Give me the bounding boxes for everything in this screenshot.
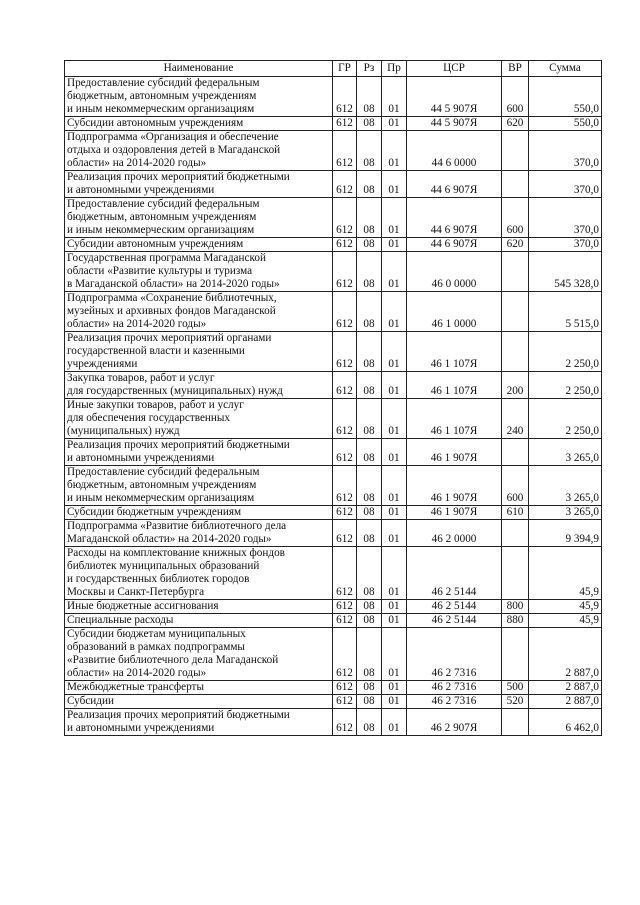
header-csr: ЦСР (407, 61, 502, 77)
table-row (65, 198, 602, 238)
table-row (65, 547, 602, 600)
cell-vr (502, 628, 529, 681)
cell-name-line: области» на 2014-2020 годы» (67, 157, 207, 169)
cell-name-line: библиотек муниципальных образований (67, 560, 260, 572)
table-row (65, 695, 602, 709)
table-row (65, 466, 602, 506)
cell-rz: 08 (357, 600, 382, 614)
cell-name-line: Подпрограмма «Развитие библиотечного дела (67, 520, 287, 532)
cell-sum: 550,0 (529, 77, 602, 117)
cell-gr: 612 (333, 171, 357, 198)
cell-gr: 612 (333, 238, 357, 252)
cell-gr: 612 (333, 600, 357, 614)
cell-csr: 46 2 5144 (407, 614, 502, 628)
cell-vr: 610 (502, 506, 529, 520)
cell-name (65, 520, 333, 547)
cell-rz: 08 (357, 466, 382, 506)
table-row (65, 506, 602, 520)
cell-name (65, 131, 333, 171)
cell-pr: 01 (382, 372, 407, 399)
cell-gr: 612 (333, 292, 357, 332)
cell-name-line: Субсидии бюджетам муниципальных (67, 628, 246, 640)
cell-pr: 01 (382, 238, 407, 252)
cell-pr: 01 (382, 117, 407, 131)
cell-gr: 612 (333, 332, 357, 372)
cell-vr (502, 520, 529, 547)
table-row (65, 238, 602, 252)
cell-csr: 46 2 0000 (407, 520, 502, 547)
table-row (65, 709, 602, 736)
header-name: Наименование (65, 61, 333, 77)
cell-pr: 01 (382, 466, 407, 506)
header-vr: ВР (502, 61, 529, 77)
cell-name-line: для обеспечения государственных (67, 412, 231, 424)
table-row (65, 628, 602, 681)
cell-name-line: «Развитие библиотечного дела Магаданской (67, 654, 279, 666)
cell-name-line: и иным некоммерческим организациям (67, 224, 255, 236)
cell-vr (502, 292, 529, 332)
cell-name (65, 547, 333, 600)
table-row (65, 372, 602, 399)
cell-csr: 46 1 107Я (407, 372, 502, 399)
cell-pr: 01 (382, 252, 407, 292)
cell-sum: 2 887,0 (529, 681, 602, 695)
cell-name-line: и иным некоммерческим организациям (67, 103, 255, 115)
cell-name (65, 506, 333, 520)
cell-name-line: Москвы и Санкт-Петербурга (67, 586, 205, 598)
cell-rz: 08 (357, 439, 382, 466)
cell-pr: 01 (382, 198, 407, 238)
cell-csr: 44 5 907Я (407, 77, 502, 117)
cell-sum: 6 462,0 (529, 709, 602, 736)
header-gr: ГР (333, 61, 357, 77)
cell-gr: 612 (333, 520, 357, 547)
cell-pr: 01 (382, 171, 407, 198)
cell-vr: 600 (502, 198, 529, 238)
cell-gr: 612 (333, 117, 357, 131)
cell-name (65, 466, 333, 506)
cell-vr: 500 (502, 681, 529, 695)
cell-csr: 46 1 907Я (407, 466, 502, 506)
cell-name-line: и автономными учреждениями (67, 452, 215, 464)
cell-rz: 08 (357, 252, 382, 292)
cell-rz: 08 (357, 547, 382, 600)
cell-csr: 46 2 7316 (407, 628, 502, 681)
cell-name-line: Специальные расходы (67, 614, 174, 626)
cell-sum: 3 265,0 (529, 439, 602, 466)
cell-name-line: Подпрограмма «Сохранение библиотечных, (67, 292, 277, 304)
cell-name-line: и автономными учреждениями (67, 722, 215, 734)
cell-vr (502, 332, 529, 372)
header-pr: Пр (382, 61, 407, 77)
cell-name (65, 332, 333, 372)
cell-name-line: Предоставление субсидий федеральным (67, 198, 260, 210)
cell-csr: 46 1 907Я (407, 506, 502, 520)
cell-sum: 45,9 (529, 614, 602, 628)
cell-rz: 08 (357, 695, 382, 709)
cell-gr: 612 (333, 506, 357, 520)
cell-sum: 550,0 (529, 117, 602, 131)
cell-vr: 200 (502, 372, 529, 399)
cell-csr: 46 1 907Я (407, 439, 502, 466)
cell-vr (502, 709, 529, 736)
table-row (65, 77, 602, 117)
cell-pr: 01 (382, 439, 407, 466)
cell-name (65, 681, 333, 695)
cell-gr: 612 (333, 681, 357, 695)
cell-rz: 08 (357, 372, 382, 399)
cell-csr: 46 1 107Я (407, 332, 502, 372)
cell-pr: 01 (382, 399, 407, 439)
cell-name-line: Магаданской области» на 2014-2020 годы» (67, 533, 272, 545)
cell-name-line: Иные закупки товаров, работ и услуг (67, 399, 244, 411)
cell-name-line: Субсидии (67, 695, 114, 707)
cell-gr: 612 (333, 466, 357, 506)
cell-sum: 370,0 (529, 171, 602, 198)
cell-gr: 612 (333, 709, 357, 736)
cell-pr: 01 (382, 332, 407, 372)
cell-name-line: Предоставление субсидий федеральным (67, 466, 260, 478)
cell-vr (502, 252, 529, 292)
cell-name-line: области» на 2014-2020 годы» (67, 667, 207, 679)
cell-gr: 612 (333, 614, 357, 628)
table-row (65, 131, 602, 171)
cell-sum: 3 265,0 (529, 506, 602, 520)
cell-name (65, 709, 333, 736)
cell-csr: 46 2 5144 (407, 600, 502, 614)
cell-sum: 370,0 (529, 198, 602, 238)
cell-vr: 620 (502, 238, 529, 252)
cell-name-line: Подпрограмма «Организация и обеспечение (67, 131, 279, 143)
cell-name-line: Государственная программа Магаданской (67, 252, 266, 264)
cell-rz: 08 (357, 506, 382, 520)
cell-pr: 01 (382, 77, 407, 117)
cell-rz: 08 (357, 520, 382, 547)
cell-pr: 01 (382, 600, 407, 614)
table-body (65, 77, 602, 736)
cell-pr: 01 (382, 628, 407, 681)
cell-rz: 08 (357, 709, 382, 736)
cell-name-line: Реализация прочих мероприятий бюджетными (67, 709, 290, 721)
cell-gr: 612 (333, 252, 357, 292)
cell-name (65, 399, 333, 439)
cell-gr: 612 (333, 131, 357, 171)
table-row (65, 600, 602, 614)
cell-csr: 44 5 907Я (407, 117, 502, 131)
cell-name (65, 695, 333, 709)
cell-sum: 2 887,0 (529, 628, 602, 681)
cell-pr: 01 (382, 131, 407, 171)
cell-vr: 600 (502, 77, 529, 117)
cell-gr: 612 (333, 695, 357, 709)
cell-rz: 08 (357, 628, 382, 681)
table-row (65, 399, 602, 439)
cell-name-line: Предоставление субсидий федеральным (67, 77, 260, 89)
cell-name-line: области» на 2014-2020 годы» (67, 318, 207, 330)
cell-gr: 612 (333, 628, 357, 681)
cell-pr: 01 (382, 695, 407, 709)
cell-name-line: Расходы на комплектование книжных фондов (67, 547, 285, 559)
cell-rz: 08 (357, 117, 382, 131)
cell-vr (502, 171, 529, 198)
cell-name (65, 77, 333, 117)
cell-name (65, 292, 333, 332)
cell-name-line: области «Развитие культуры и туризма (67, 265, 253, 277)
cell-name (65, 600, 333, 614)
cell-csr: 44 6 0000 (407, 131, 502, 171)
cell-sum: 3 265,0 (529, 466, 602, 506)
cell-name (65, 372, 333, 399)
cell-vr: 240 (502, 399, 529, 439)
cell-csr: 46 0 0000 (407, 252, 502, 292)
cell-name-line: Реализация прочих мероприятий органами (67, 332, 272, 344)
cell-rz: 08 (357, 171, 382, 198)
cell-name (65, 439, 333, 466)
table-row (65, 332, 602, 372)
cell-vr: 880 (502, 614, 529, 628)
cell-name-line: бюджетным, автономным учреждениям (67, 90, 257, 102)
table-row (65, 439, 602, 466)
cell-name-line: бюджетным, автономным учреждениям (67, 479, 257, 491)
table-row (65, 117, 602, 131)
cell-sum: 370,0 (529, 238, 602, 252)
cell-name-line: отдыха и оздоровления детей в Магаданской (67, 144, 281, 156)
cell-rz: 08 (357, 77, 382, 117)
cell-gr: 612 (333, 439, 357, 466)
cell-gr: 612 (333, 547, 357, 600)
cell-name (65, 614, 333, 628)
cell-csr: 44 6 907Я (407, 171, 502, 198)
cell-name (65, 171, 333, 198)
cell-gr: 612 (333, 198, 357, 238)
table-row (65, 681, 602, 695)
cell-rz: 08 (357, 131, 382, 171)
cell-sum: 2 250,0 (529, 399, 602, 439)
cell-name-line: (муниципальных) нужд (67, 425, 180, 437)
cell-name (65, 628, 333, 681)
table-row (65, 614, 602, 628)
cell-name-line: и государственных библиотек городов (67, 573, 250, 585)
cell-name (65, 252, 333, 292)
cell-name-line: и иным некоммерческим организациям (67, 492, 255, 504)
table-row (65, 520, 602, 547)
cell-pr: 01 (382, 520, 407, 547)
cell-name-line: и автономными учреждениями (67, 184, 215, 196)
cell-name-line: для государственных (муниципальных) нужд (67, 385, 283, 397)
cell-vr (502, 131, 529, 171)
header-rz: Рз (357, 61, 382, 77)
budget-table (64, 60, 602, 736)
cell-name-line: Субсидии автономным учреждениям (67, 238, 244, 250)
cell-sum: 5 515,0 (529, 292, 602, 332)
cell-sum: 2 887,0 (529, 695, 602, 709)
cell-rz: 08 (357, 681, 382, 695)
cell-name (65, 198, 333, 238)
cell-sum: 545 328,0 (529, 252, 602, 292)
cell-pr: 01 (382, 547, 407, 600)
cell-pr: 01 (382, 709, 407, 736)
cell-vr: 620 (502, 117, 529, 131)
cell-gr: 612 (333, 77, 357, 117)
cell-name-line: Субсидии автономным учреждениям (67, 117, 244, 129)
cell-vr (502, 547, 529, 600)
cell-rz: 08 (357, 238, 382, 252)
cell-gr: 612 (333, 372, 357, 399)
cell-sum: 45,9 (529, 600, 602, 614)
table-row (65, 171, 602, 198)
cell-rz: 08 (357, 292, 382, 332)
header-sum: Сумма (529, 61, 602, 77)
cell-name-line: музейных и архивных фондов Магаданской (67, 305, 276, 317)
cell-csr: 44 6 907Я (407, 198, 502, 238)
cell-vr: 600 (502, 466, 529, 506)
cell-name-line: образований в рамках подпрограммы (67, 641, 245, 653)
table-row (65, 292, 602, 332)
cell-name-line: Закупка товаров, работ и услуг (67, 372, 215, 384)
cell-name-line: Субсидии бюджетным учреждениям (67, 506, 242, 518)
cell-gr: 612 (333, 399, 357, 439)
cell-name-line: учреждениями (67, 358, 138, 370)
cell-csr: 46 2 907Я (407, 709, 502, 736)
cell-sum: 45,9 (529, 547, 602, 600)
cell-rz: 08 (357, 198, 382, 238)
cell-name-line: Реализация прочих мероприятий бюджетными (67, 171, 290, 183)
cell-name-line: Иные бюджетные ассигнования (67, 600, 219, 612)
cell-pr: 01 (382, 506, 407, 520)
cell-pr: 01 (382, 614, 407, 628)
cell-csr: 46 2 7316 (407, 681, 502, 695)
cell-rz: 08 (357, 399, 382, 439)
cell-name-line: бюджетным, автономным учреждениям (67, 211, 257, 223)
cell-pr: 01 (382, 681, 407, 695)
cell-vr: 800 (502, 600, 529, 614)
cell-sum: 9 394,9 (529, 520, 602, 547)
table-row (65, 252, 602, 292)
cell-csr: 44 6 907Я (407, 238, 502, 252)
cell-name-line: государственной власти и казенными (67, 345, 245, 357)
cell-csr: 46 2 7316 (407, 695, 502, 709)
cell-sum: 2 250,0 (529, 372, 602, 399)
cell-name (65, 238, 333, 252)
cell-vr (502, 439, 529, 466)
cell-csr: 46 1 0000 (407, 292, 502, 332)
cell-name (65, 117, 333, 131)
cell-rz: 08 (357, 614, 382, 628)
cell-csr: 46 2 5144 (407, 547, 502, 600)
cell-rz: 08 (357, 332, 382, 372)
cell-sum: 2 250,0 (529, 332, 602, 372)
cell-name-line: Реализация прочих мероприятий бюджетными (67, 439, 290, 451)
cell-csr: 46 1 107Я (407, 399, 502, 439)
cell-pr: 01 (382, 292, 407, 332)
cell-name-line: Межбюджетные трансферты (67, 681, 204, 693)
cell-name-line: в Магаданской области» на 2014-2020 годы» (67, 278, 280, 290)
table-header-row (65, 61, 602, 77)
cell-sum: 370,0 (529, 131, 602, 171)
cell-vr: 520 (502, 695, 529, 709)
